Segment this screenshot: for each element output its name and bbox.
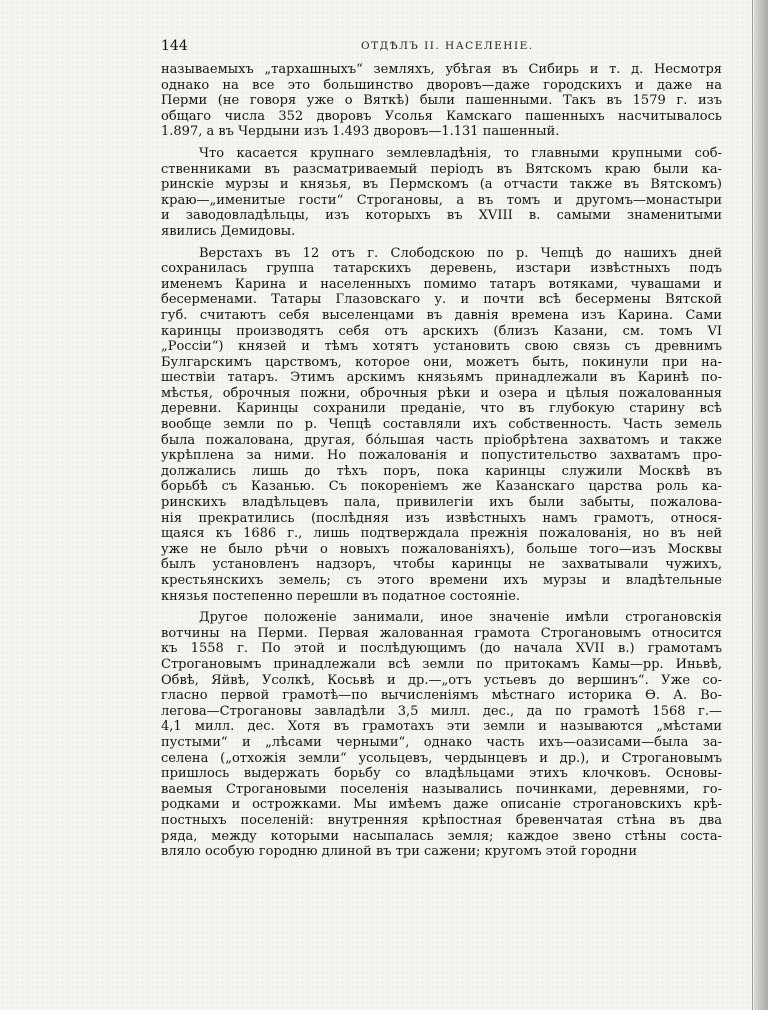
text-line: вообще земли по р. Чепцѣ составляли ихъ собственность. Часть земель: [161, 417, 722, 433]
text-line: ственниками въ разсматриваемый періодъ въ Вятскомъ краю были ка-: [161, 161, 722, 177]
text-line: краю—„именитые гости“ Строгановы, а въ томъ и другомъ—монастыри: [161, 192, 722, 208]
text-line: однако на все это большинство дворовъ—даже городскихъ и даже на: [161, 77, 722, 93]
text-line: мѣстья, оброчныя пожни, оброчныя рѣки и озера и цѣлыя пожалованныя: [161, 385, 722, 401]
text-line: гласно первой грамотѣ—по вычисленіямъ мѣстнаго историка Ѳ. А. Во-: [161, 688, 722, 704]
text-line: уже не было рѣчи о новыхъ пожалованіяхъ), больше того—изъ Москвы: [161, 541, 722, 557]
text-line: ваемыя Строгановыми поселенія назывались починками, деревнями, го-: [161, 781, 722, 797]
text-line: князья постепенно перешли въ податное состояніе.: [161, 588, 521, 604]
page-header: [161, 38, 722, 58]
page-edge: [754, 0, 768, 1010]
text-line: Обвѣ, Яйвѣ, Усолкѣ, Косьвѣ и др.—„отъ устьевъ до вершинъ“. Уже со-: [161, 672, 722, 688]
text-line: пустыми“ и „лѣсами черными“, однако часть ихъ—оазисами—была за-: [161, 734, 722, 750]
running-head: ОТДѢЛЪ II. НАСЕЛЕНІЕ.: [361, 40, 534, 52]
text-line: была пожалована, другая, бо́льшая часть пріобрѣтена захватомъ и также: [161, 432, 722, 448]
text-line: былъ установленъ надзоръ, чтобы каринцы не захватывали чужихъ,: [161, 557, 722, 573]
text-line: именемъ Карина и населенныхъ помимо татаръ вотяками, чувашами и: [161, 276, 722, 292]
text-line: должались лишь до тѣхъ поръ, пока каринцы служили Москвѣ въ: [161, 463, 722, 479]
text-line: губ. считаютъ себя выселенцами въ давнія времена изъ Карина. Сами: [161, 307, 722, 323]
text-line: и заводовладѣльцы, изъ которыхъ въ XVIII в. самыми знаменитыми: [161, 208, 722, 224]
text-line: къ 1558 г. По этой и послѣдующимъ (до начала XVII в.) грамотамъ: [161, 641, 722, 657]
text-line: называемыхъ „тархашныхъ“ земляхъ, убѣгая въ Сибирь и т. д. Несмотря: [161, 62, 722, 77]
text-line: ринскіе мурзы и князья, въ Пермскомъ (а отчасти также въ Вятскомъ): [161, 177, 722, 193]
paragraph: [161, 146, 722, 240]
paragraph: [161, 246, 722, 605]
text-line: бесерменами. Татары Глазовскаго у. и почти всѣ бесермены Вятской: [161, 292, 722, 308]
paragraph: [161, 62, 722, 140]
text-line: нія прекратились (послѣдняя изъ извѣстныхъ намъ грамотъ, относя-: [161, 510, 722, 526]
text-line: постныхъ поселеній: внутренняя крѣпостная бревенчатая стѣна въ два: [161, 812, 722, 828]
text-line: 4,1 милл. дес. Хотя въ грамотахъ эти земли и называются „мѣстами: [161, 719, 722, 735]
text-line: каринцы производятъ себя отъ арскихъ (близъ Казани, см. томъ VI: [161, 323, 722, 339]
text-line: общаго числа 352 дворовъ Усолья Камскаго пашенныхъ насчитывалось: [161, 108, 722, 124]
body-text: [161, 62, 722, 860]
text-line: явились Демидовы.: [161, 223, 296, 239]
page-edge-line: [752, 0, 753, 1010]
text-line: пришлось выдержать борьбу со владѣльцами этихъ клочковъ. Основы-: [161, 766, 722, 782]
text-line: вотчины на Перми. Первая жалованная грамота Строгановымъ относится: [161, 625, 722, 641]
text-line: Булгарскимъ царствомъ, которое они, можетъ быть, покинули при на-: [161, 354, 722, 370]
paragraph: [161, 610, 722, 860]
text-line: деревни. Каринцы сохранили преданіе, что въ глубокую старину всѣ: [161, 401, 722, 417]
text-line: укрѣплена за ними. Но пожалованія и попустительство захватамъ про-: [161, 448, 722, 464]
text-line: шествіи татаръ. Этимъ арскимъ князьямъ принадлежали въ Каринѣ по-: [161, 370, 722, 386]
text-line: 1.897, а въ Чердыни изъ 1.493 дворовъ—1.131 пашенный.: [161, 124, 560, 140]
text-line: Строгановымъ принадлежали всѣ земли по притокамъ Камы—рр. Иньвѣ,: [161, 656, 722, 672]
text-line: селена („отхожія земли“ усольцевъ, чердынцевъ и др.), и Строгановымъ: [161, 750, 722, 766]
text-line: щаяся къ 1686 г., лишь подтверждала прежнія пожалованія, но въ ней: [161, 526, 722, 542]
text-line: Верстахъ въ 12 отъ г. Слободскою по р. Чепцѣ до нашихъ дней: [199, 245, 722, 261]
text-line: „Россіи“) князей и тѣмъ хотятъ установить свою связь съ древнимъ: [161, 339, 722, 355]
text-line: сохранилась группа татарскихъ деревень, изстари извѣстныхъ подъ: [161, 261, 722, 277]
text-line: Перми (не говоря уже о Вяткѣ) были пашенными. Такъ въ 1579 г. изъ: [161, 93, 722, 109]
text-line: ряда, между которыми насыпалась земля; каждое звено стѣны соста-: [161, 828, 722, 844]
text-line: родками и острожками. Мы имѣемъ даже описаніе строгановскихъ крѣ-: [161, 797, 722, 813]
text-line: вляло особую городню длиной въ три сажени; кругомъ этой городни: [161, 844, 637, 860]
text-line: борьбѣ съ Казанью. Съ покореніемъ же Казанскаго царства роль ка-: [161, 479, 722, 495]
text-line: легова—Строгановы завладѣли 3,5 милл. дес., да по грамотѣ 1568 г.—: [161, 703, 722, 719]
text-line: Другое положеніе занимали, иное значеніе имѣли строгановскія: [199, 610, 722, 626]
page-number: 144: [161, 38, 188, 54]
text-line: ринскихъ владѣльцевъ пала, привилегіи ихъ были забыты, пожалова-: [161, 495, 722, 511]
text-line: Что касается крупнаго землевладѣнія, то главными крупными соб-: [199, 145, 722, 161]
text-line: крестьянскихъ земель; съ этого времени ихъ мурзы и владѣтельные: [161, 573, 722, 588]
